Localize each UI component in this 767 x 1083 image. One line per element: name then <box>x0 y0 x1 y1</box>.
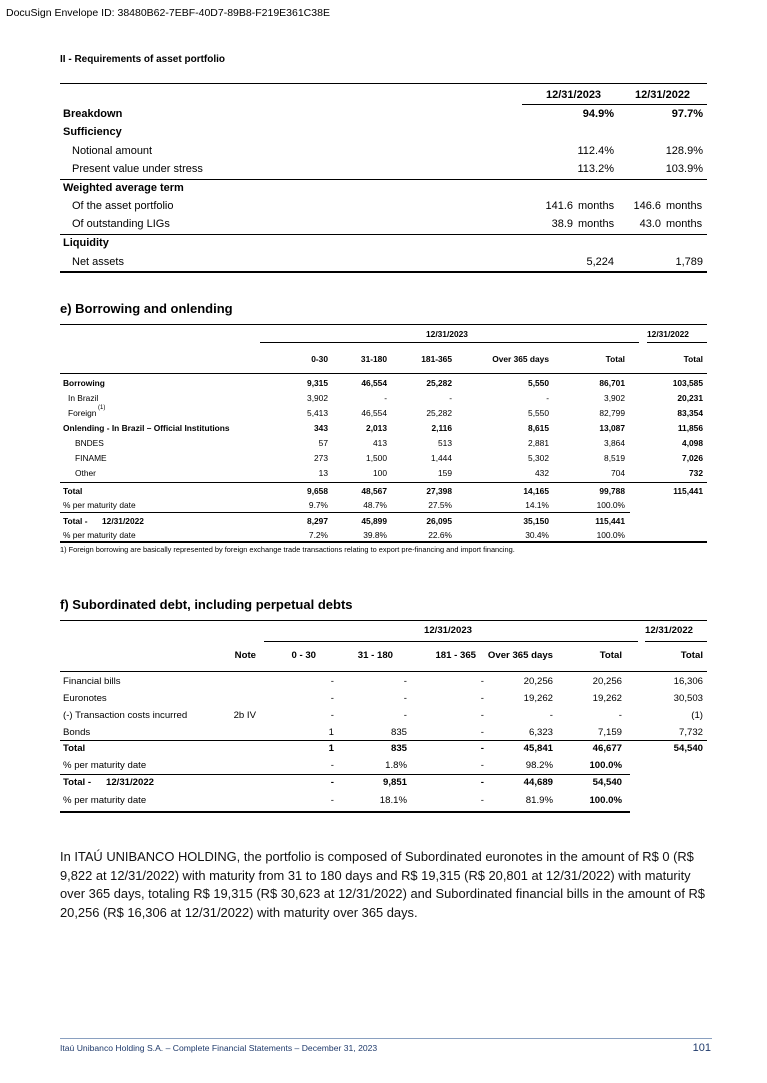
cell: 98.2% <box>525 760 553 771</box>
row-label: Of outstanding LIGs <box>72 218 170 230</box>
table-row <box>60 453 707 467</box>
cell: 3,902 <box>307 393 328 403</box>
table-row <box>60 423 707 437</box>
cell: 2,881 <box>528 438 549 448</box>
table-row <box>60 486 707 500</box>
cell: 732 <box>689 468 703 478</box>
cell: 81.9% <box>525 795 553 806</box>
column-header: Total <box>599 650 622 661</box>
cell: 27.5% <box>428 500 452 510</box>
cell: 22.6% <box>428 530 452 540</box>
cell: 103.9% <box>665 163 703 175</box>
cell: 94.9% <box>582 108 614 120</box>
cell: 2,116 <box>431 423 452 433</box>
table-rule <box>60 811 630 813</box>
cell: 26,095 <box>426 516 452 526</box>
cell: - <box>403 693 407 704</box>
row-label: % per maturity date <box>63 795 147 806</box>
row-label: % per maturity date <box>63 500 136 510</box>
cell-unit: months <box>666 200 703 212</box>
cell: 343 <box>314 423 328 433</box>
cell: - <box>330 795 334 806</box>
row-label: (-) Transaction costs incurred <box>63 710 188 721</box>
cell: 30.4% <box>525 530 549 540</box>
cell: 1,444 <box>431 453 452 463</box>
cell: 1,500 <box>366 453 387 463</box>
table-rule <box>60 774 630 775</box>
cell: 83,354 <box>677 408 703 418</box>
cell: 128.9% <box>665 145 703 157</box>
cell: 43.0 <box>639 218 661 230</box>
footer-rule <box>60 1038 712 1039</box>
footnote-marker: (1) <box>98 405 106 411</box>
cell: 4,098 <box>682 438 703 448</box>
column-header: Over 365 days <box>492 354 549 364</box>
column-header: 181-365 <box>421 354 452 364</box>
cell: 20,231 <box>677 393 703 403</box>
cell: 103,585 <box>672 378 703 388</box>
table-rule <box>645 641 707 642</box>
footer-text: Itaú Unibanco Holding S.A. – Complete Financial Statements – December 31, 2023 <box>60 1043 378 1053</box>
cell: 9.7% <box>308 500 328 510</box>
cell: 2,013 <box>366 423 387 433</box>
cell: 7,159 <box>597 727 622 738</box>
cell: 3,864 <box>604 438 625 448</box>
cell: 513 <box>438 438 452 448</box>
table-row <box>60 405 707 422</box>
cell: 11,856 <box>677 423 703 433</box>
cell: 1,789 <box>675 256 703 268</box>
cell: - <box>549 710 553 721</box>
row-label: Present value under stress <box>72 163 203 175</box>
cell: 25,282 <box>426 378 452 388</box>
row-label: Liquidity <box>63 237 109 249</box>
cell: - <box>480 727 484 738</box>
table-row <box>60 693 707 710</box>
cell: 57 <box>318 438 328 448</box>
cell: 146.6 <box>633 200 661 212</box>
cell: 5,550 <box>528 378 549 388</box>
cell: - <box>618 710 622 721</box>
column-header: 31 - 180 <box>357 650 393 661</box>
cell: 13 <box>318 468 328 478</box>
table-rule <box>60 541 707 543</box>
table-rule <box>60 83 707 84</box>
cell: 99,788 <box>599 486 625 496</box>
table-rule <box>60 740 707 741</box>
row-label: Total - <box>63 777 92 788</box>
cell: 8,615 <box>528 423 549 433</box>
table-rule <box>60 271 707 273</box>
column-header: Total <box>683 354 703 364</box>
row-label: Financial bills <box>63 676 121 687</box>
cell: 46,554 <box>361 408 387 418</box>
group-2022: 12/31/2022 <box>645 625 694 636</box>
cell: 19,262 <box>592 693 622 704</box>
row-label: Bonds <box>63 727 91 738</box>
row-label: Notional amount <box>72 145 153 157</box>
cell: 5,224 <box>586 256 614 268</box>
row-label: Total <box>63 486 83 496</box>
cell: 7,732 <box>678 727 703 738</box>
cell: 3,902 <box>604 393 625 403</box>
table-row <box>60 710 707 727</box>
row-label: Borrowing <box>63 378 105 388</box>
cell: 5,302 <box>528 453 549 463</box>
table-row <box>60 795 707 812</box>
row-label: Sufficiency <box>63 126 122 138</box>
cell: 45,841 <box>523 743 553 754</box>
cell: 54,540 <box>592 777 622 788</box>
cell: 8,297 <box>307 516 328 526</box>
cell: 5,550 <box>528 408 549 418</box>
table-group-header <box>60 329 707 343</box>
cell: 432 <box>535 468 549 478</box>
table-row <box>60 378 707 392</box>
cell: 413 <box>373 438 387 448</box>
table-row <box>60 438 707 452</box>
cell: 97.7% <box>671 108 703 120</box>
cell: - <box>480 693 484 704</box>
cell: 35,150 <box>523 516 549 526</box>
row-label: % per maturity date <box>63 760 147 771</box>
cell-unit: months <box>578 218 615 230</box>
cell: 6,323 <box>528 727 553 738</box>
row-label: Foreign <box>68 408 97 418</box>
cell: 45,899 <box>361 516 387 526</box>
page-number: 101 <box>692 1042 711 1054</box>
cell: 113.2% <box>577 163 614 175</box>
group-2023: 12/31/2023 <box>424 625 473 636</box>
table-rule <box>60 482 707 483</box>
cell: 82,799 <box>599 408 625 418</box>
cell: 18.1% <box>379 795 407 806</box>
cell-unit: months <box>578 200 615 212</box>
cell: 54,540 <box>673 743 703 754</box>
cell: 13,087 <box>599 423 625 433</box>
cell: - <box>330 760 334 771</box>
table-row <box>60 676 707 693</box>
col-2022: 12/31/2022 <box>635 89 691 101</box>
column-header: 0-30 <box>311 354 328 364</box>
cell: 46,554 <box>361 378 387 388</box>
table-row <box>60 727 707 744</box>
table-rule <box>60 512 630 513</box>
cell: 1.8% <box>385 760 407 771</box>
cell: - <box>480 760 484 771</box>
table-rule <box>260 342 639 343</box>
table-row <box>60 516 707 530</box>
cell: - <box>480 795 484 806</box>
row-label: Net assets <box>72 256 124 268</box>
cell: 8,519 <box>604 453 625 463</box>
table-rule <box>647 342 707 343</box>
cell: 1 <box>328 743 334 754</box>
note-cell: 2b IV <box>233 710 256 721</box>
row-label: Total - <box>63 516 88 526</box>
cell: 25,282 <box>426 408 452 418</box>
body-paragraph: In ITAÚ UNIBANCO HOLDING, the portfolio is composed of Subordinated euronotes in the amount of R$ 0 (R$ 9,822 at 12/31/2022) with maturity from 31 to 180 days and R$ 19,315 (R$ 20,801 at 12/31/2022) with maturity over 365 days, totaling R$ 19,315 (R$ 30,623 at 12/31/2022) and Subordinated financial bills in the amount of R$ 20,256 (R$ 16,306 at 12/31/2022) with maturity over 365 days. <box>60 849 705 920</box>
cell: - <box>330 693 334 704</box>
group-2022: 12/31/2022 <box>647 329 689 339</box>
column-header: Over 365 days <box>487 650 553 661</box>
cell: 159 <box>438 468 452 478</box>
cell: 100.0% <box>596 500 625 510</box>
table-row <box>60 393 707 407</box>
cell: (1) <box>691 710 703 721</box>
cell: 9,315 <box>307 378 328 388</box>
row-label: Breakdown <box>63 108 123 120</box>
cell: 835 <box>390 727 407 738</box>
column-header: Total <box>605 354 625 364</box>
section-title-requirements: II - Requirements of asset portfolio <box>60 54 226 65</box>
row-label: Euronotes <box>63 693 107 704</box>
cell: 38.9 <box>551 218 573 230</box>
row-label: % per maturity date <box>63 530 136 540</box>
table-rule <box>264 641 638 642</box>
envelope-id: DocuSign Envelope ID: 38480B62-7EBF-40D7-89B8-F219E361C38E <box>6 7 330 19</box>
cell: 100 <box>373 468 387 478</box>
column-header: 181 - 365 <box>435 650 476 661</box>
cell: 16,306 <box>673 676 703 687</box>
column-header: Total <box>680 650 703 661</box>
table-rule <box>60 324 707 325</box>
col-2023: 12/31/2023 <box>546 89 602 101</box>
row-label: FINAME <box>75 453 107 463</box>
table-rule <box>60 179 707 180</box>
table-row <box>60 468 707 482</box>
group-2023: 12/31/2023 <box>426 329 468 339</box>
table-row <box>60 743 707 760</box>
cell: 86,701 <box>599 378 625 388</box>
column-header: Note <box>234 650 256 661</box>
cell: 46,677 <box>592 743 622 754</box>
cell: - <box>403 676 407 687</box>
cell: - <box>330 676 334 687</box>
cell: 27,398 <box>426 486 452 496</box>
cell: 7.2% <box>308 530 328 540</box>
cell: 115,441 <box>673 486 703 496</box>
table-group-header <box>60 625 707 642</box>
row-label: Onlending - In Brazil – Official Institutions <box>63 423 230 433</box>
cell: 100.0% <box>589 795 622 806</box>
cell: 14,165 <box>523 486 549 496</box>
cell: 14.1% <box>525 500 549 510</box>
footnote: 1) Foreign borrowing are basically represented by foreign exchange trade transactions relating to export pre-financing and import financing. <box>60 545 515 554</box>
row-label: Total <box>63 743 86 754</box>
table-rule <box>60 234 707 235</box>
cell: 7,026 <box>682 453 703 463</box>
cell: 704 <box>611 468 625 478</box>
cell: - <box>403 710 407 721</box>
section-title-subordinated: f) Subordinated debt, including perpetual debts <box>60 597 353 612</box>
row-label: Of the asset portfolio <box>72 200 174 212</box>
cell: 19,262 <box>523 693 553 704</box>
cell: - <box>480 710 484 721</box>
cell: 100.0% <box>596 530 625 540</box>
cell: - <box>384 393 387 403</box>
table-header-row <box>60 354 707 368</box>
cell-unit: months <box>666 218 703 230</box>
column-header: 31-180 <box>360 354 387 364</box>
cell: - <box>449 393 452 403</box>
cell: - <box>480 777 484 788</box>
column-header: 0 - 30 <box>291 650 316 661</box>
cell: 141.6 <box>545 200 573 212</box>
cell: 5,413 <box>307 408 328 418</box>
row-label-date: 12/31/2022 <box>102 516 144 526</box>
cell: - <box>480 676 484 687</box>
cell: 30,503 <box>673 693 703 704</box>
cell: - <box>330 710 334 721</box>
cell: - <box>330 777 334 788</box>
cell: 48.7% <box>363 500 387 510</box>
section-title-borrowing: e) Borrowing and onlending <box>60 301 233 316</box>
table-rule <box>522 104 707 105</box>
row-label: Other <box>75 468 96 478</box>
table-rule <box>60 373 707 374</box>
table-rule <box>60 620 707 621</box>
row-label: BNDES <box>75 438 104 448</box>
row-label: In Brazil <box>68 393 99 403</box>
table-header-row <box>60 650 707 667</box>
cell: 20,256 <box>523 676 553 687</box>
cell: 115,441 <box>595 516 625 526</box>
cell: 9,658 <box>307 486 328 496</box>
cell: 39.8% <box>363 530 387 540</box>
cell: 20,256 <box>592 676 622 687</box>
cell: - <box>480 743 484 754</box>
row-label-date: 12/31/2022 <box>106 777 155 788</box>
cell: 835 <box>390 743 407 754</box>
table-row <box>60 777 707 794</box>
cell: - <box>546 393 549 403</box>
cell: 9,851 <box>382 777 407 788</box>
row-label: Weighted average term <box>63 182 184 194</box>
cell: 1 <box>328 727 334 738</box>
cell: 48,567 <box>361 486 387 496</box>
cell: 273 <box>314 453 328 463</box>
cell: 100.0% <box>589 760 622 771</box>
cell: 112.4% <box>577 145 614 157</box>
table-rule <box>60 671 707 672</box>
cell: 44,689 <box>523 777 553 788</box>
